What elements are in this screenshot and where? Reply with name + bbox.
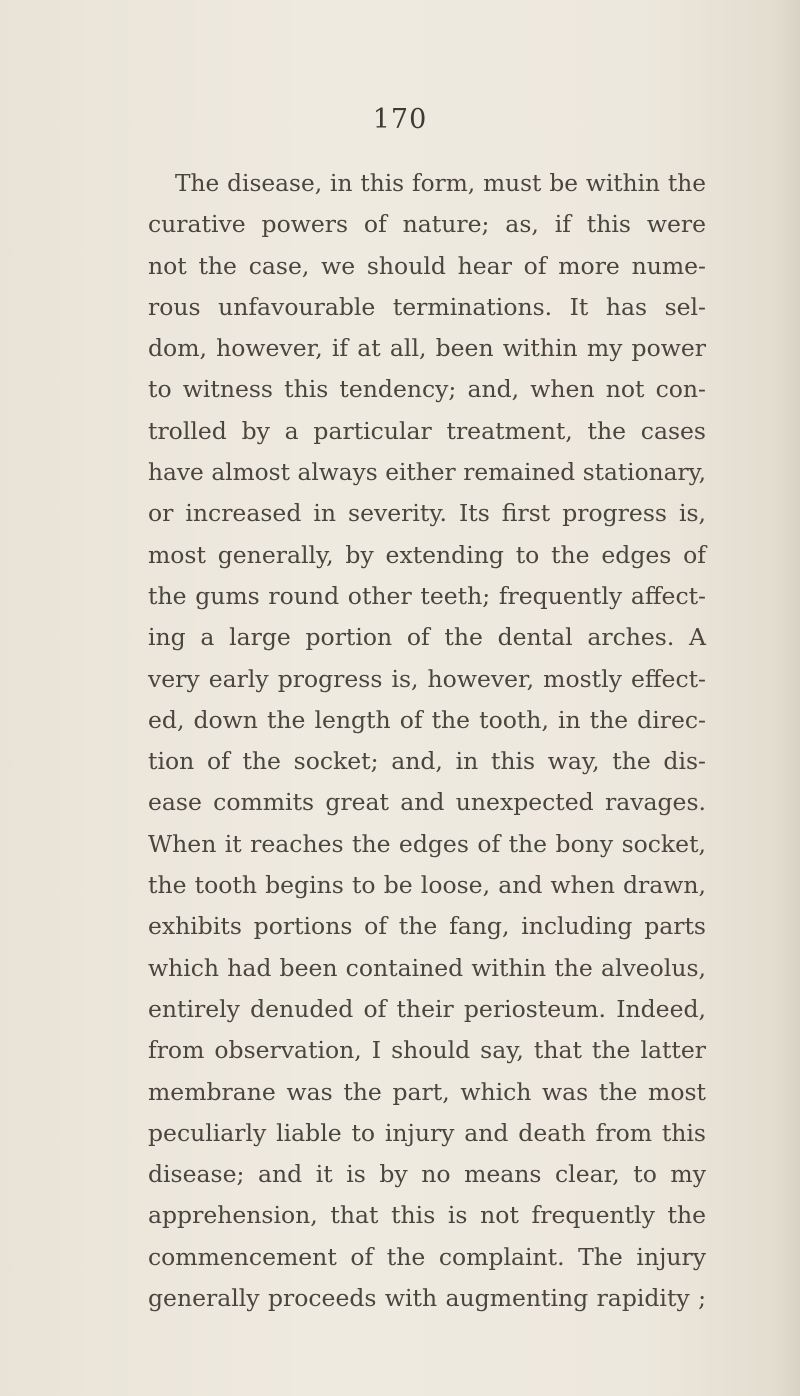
text-line: the tooth begins to be loose, and when drawn, [148, 871, 706, 900]
text-line: disease; and it is by no means clear, to my [148, 1160, 706, 1189]
text-line: have almost always either remained stationary, [148, 459, 706, 487]
text-line: apprehension, that this is not frequently the [148, 1201, 706, 1230]
page-number: 170 [372, 104, 428, 135]
text-line: tion of the socket; and, in this way, the dis- [148, 747, 706, 776]
text-line: generally proceeds with augmenting rapidity ; [148, 1284, 706, 1313]
text-line: to witness this tendency; and, when not con- [148, 375, 706, 404]
text-line: exhibits portions of the fang, including parts [148, 912, 706, 941]
text-line: curative powers of nature; as, if this were [148, 210, 706, 239]
text-line: the gums round other teeth; frequently affect- [148, 581, 706, 610]
text-line: very early progress is, however, mostly effect- [148, 664, 706, 693]
text-line: rous unfavourable terminations. It has sel- [148, 292, 706, 321]
text-line: ing a large portion of the dental arches. A [148, 623, 706, 652]
text-line: which had been contained within the alveolus, [148, 953, 706, 982]
text-line: peculiarly liable to injury and death from this [148, 1118, 706, 1147]
text-line: ed, down the length of the tooth, in the direc- [148, 705, 706, 734]
text-line: commencement of the complaint. The injury [148, 1242, 706, 1271]
text-line: membrane was the part, which was the most [148, 1077, 706, 1106]
text-line: entirely denuded of their periosteum. Indeed, [148, 994, 706, 1023]
text-line: When it reaches the edges of the bony socket, [148, 829, 706, 858]
text-line: from observation, I should say, that the latter [148, 1036, 706, 1065]
body-text [148, 163, 706, 1319]
text-line: dom, however, if at all, been within my power [148, 334, 706, 363]
text-line: most generally, by extending to the edges of [148, 540, 706, 569]
text-line: not the case, we should hear of more nume- [148, 251, 706, 280]
text-line: ease commits great and unexpected ravages. [148, 788, 706, 817]
text-line: The disease, in this form, must be within the [175, 170, 706, 197]
text-line: trolled by a particular treatment, the cases [148, 416, 706, 445]
text-line: or increased in severity. Its first progress is, [148, 499, 706, 528]
